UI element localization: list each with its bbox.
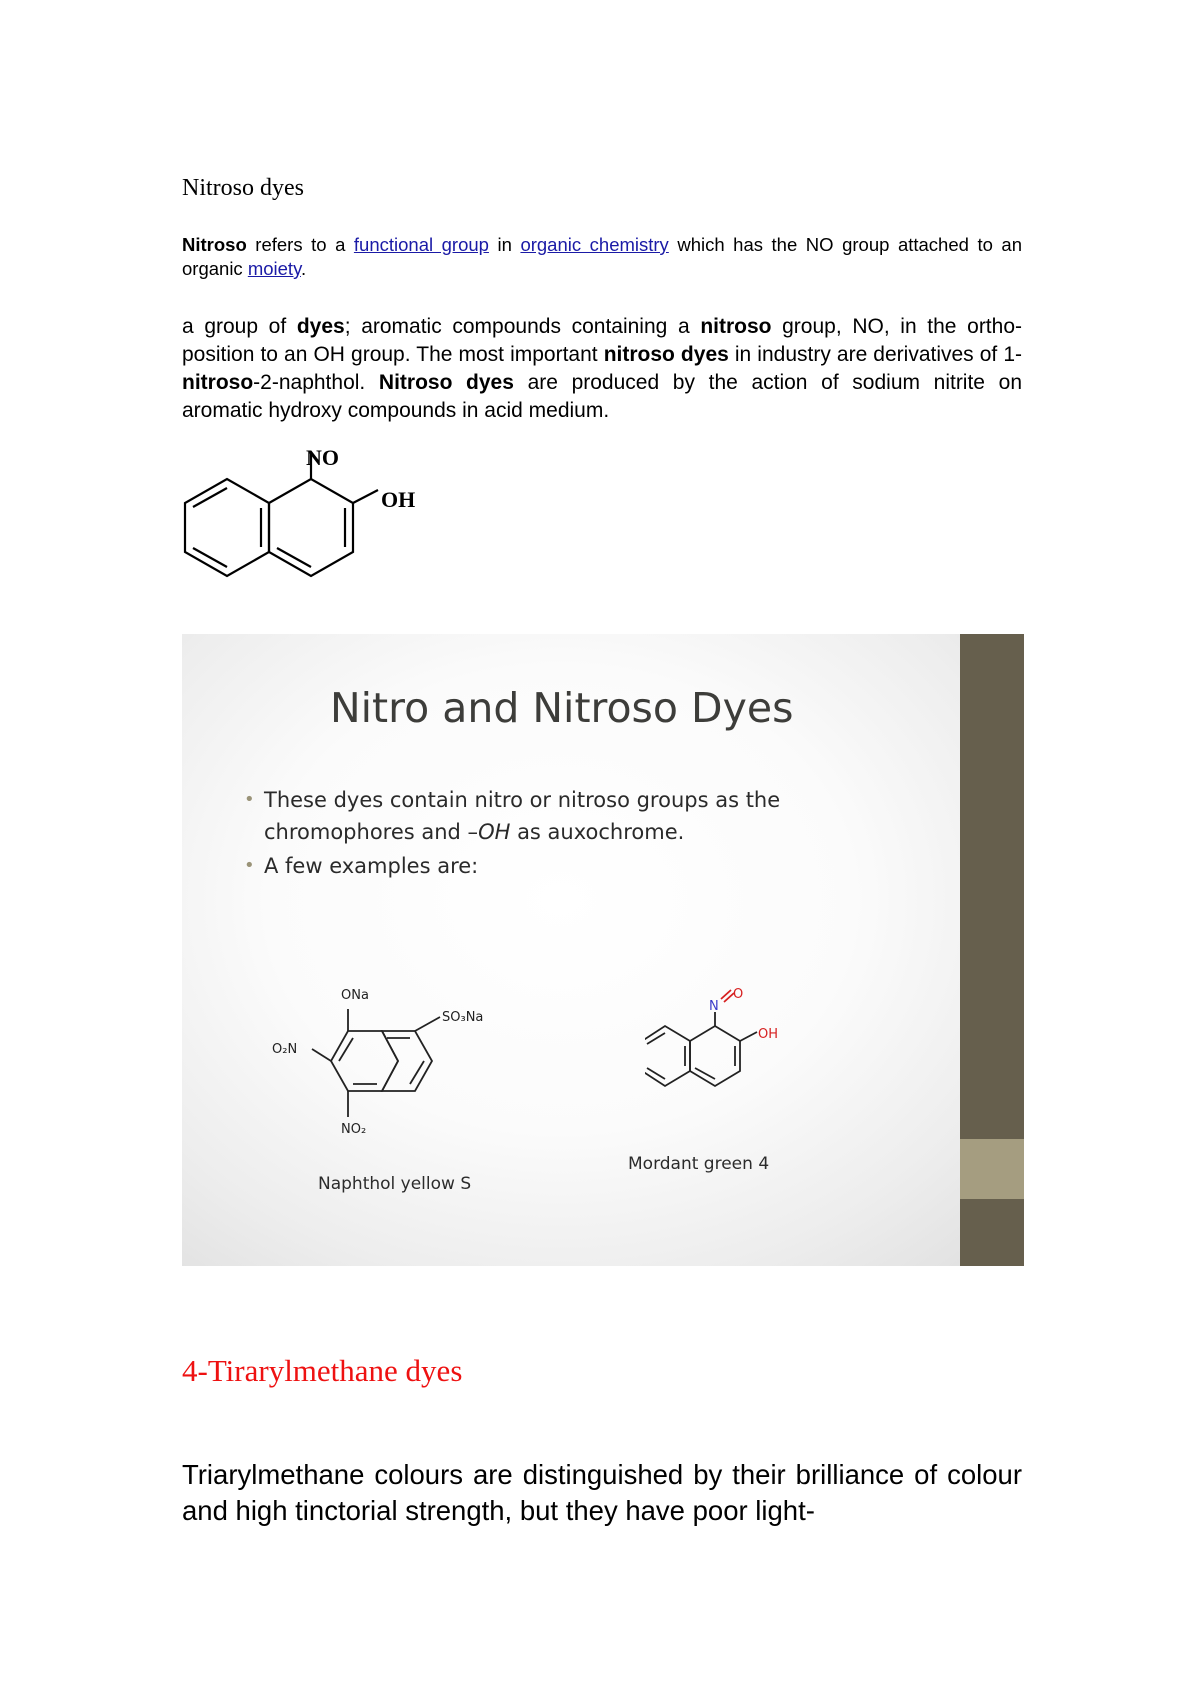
definition-text-2: in — [488, 234, 521, 255]
embedded-slide-image — [182, 634, 1024, 1266]
link-organic-chemistry[interactable]: organic chemistry — [520, 234, 669, 255]
definition-text-1: refers to a — [246, 234, 354, 255]
link-functional-group[interactable]: functional group — [353, 234, 489, 255]
naphthol-yellow-s-structure — [264, 969, 504, 1169]
naphthol-yellow-bonds — [312, 1009, 440, 1117]
caption-naphthol-yellow-s: Naphthol yellow S — [318, 1174, 472, 1194]
label-no2: NO₂ — [341, 1122, 367, 1137]
label-o2n: O₂N — [272, 1042, 298, 1057]
nitroso-description-paragraph — [182, 313, 1022, 425]
label-so3na: SO₃Na — [442, 1010, 484, 1025]
desc-text-6: are produced by the action of sodium nitrite on aromatic hydroxy compounds in acid medium. — [182, 371, 1022, 422]
desc-bold-1: dyes — [296, 315, 345, 338]
desc-text-3: group, NO, in the ortho- position to an OH group. The most important — [182, 315, 1022, 366]
desc-text-5: -2-naphthol. — [253, 371, 379, 394]
slide-title: Nitro and Nitroso Dyes — [330, 684, 794, 732]
desc-text-1: a group of — [182, 315, 297, 338]
slide-side-bar-accent — [960, 1139, 1024, 1199]
bullet-1-oh: OH — [478, 820, 511, 844]
label-ona: ONa — [341, 988, 369, 1003]
mordant-green-bonds — [645, 1012, 757, 1086]
label-oh: OH — [758, 1027, 779, 1042]
bullet-1-text-b: as auxochrome. — [510, 820, 685, 844]
desc-bold-2: nitroso — [700, 315, 772, 338]
bullet-dot-icon: • — [244, 789, 255, 810]
desc-text-2: ; aromatic compounds containing a — [344, 315, 701, 338]
bullet-1-text-a: These dyes contain nitro or nitroso groups as the chromophores and – — [264, 788, 781, 844]
section-heading-nitroso-dyes: Nitroso dyes — [182, 175, 304, 201]
section-heading-triarylmethane: 4-Tirarylmethane dyes — [182, 1353, 463, 1388]
no-group-label: NO — [306, 445, 339, 470]
caption-mordant-green-4: Mordant green 4 — [628, 1154, 770, 1174]
nitroso-definition-paragraph — [182, 233, 1022, 281]
label-n: N — [709, 999, 719, 1014]
slide-bullet-1 — [244, 784, 804, 848]
bullet-dot-icon: • — [244, 855, 255, 876]
desc-bold-3: nitroso dyes — [603, 343, 729, 366]
slide-bullet-2 — [244, 850, 804, 882]
link-moiety[interactable]: moiety — [247, 258, 301, 279]
definition-text-3: which has the NO group attached to an organic — [182, 234, 1022, 279]
term-nitroso: Nitroso — [182, 234, 247, 255]
slide-bullet-list — [244, 784, 804, 884]
definition-text-4: . — [300, 258, 307, 279]
naphthalene-rings — [185, 452, 378, 576]
label-o: O — [733, 987, 744, 1002]
triarylmethane-paragraph: Triarylmethane colours are distinguished by their brilliance of colour and high tinctorial strength, but they have poor light- — [182, 1459, 1022, 1526]
desc-text-4: in industry are derivatives of 1- — [728, 343, 1023, 366]
desc-bold-4: nitroso — [182, 371, 254, 394]
mordant-green-4-structure — [645, 986, 815, 1106]
bullet-2-text: A few examples are: — [264, 854, 479, 878]
desc-bold-5: Nitroso dyes — [378, 371, 514, 394]
nitroso-naphthol-structure — [182, 445, 442, 605]
oh-group-label: OH — [381, 487, 416, 512]
